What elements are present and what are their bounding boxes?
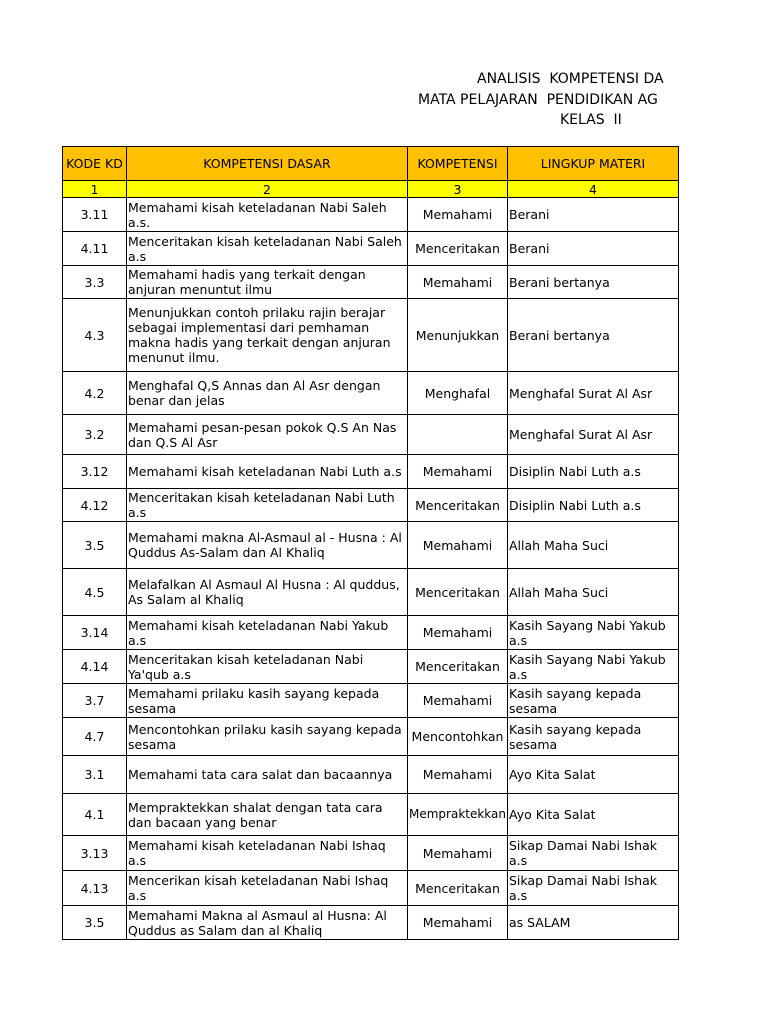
table-row <box>63 794 679 836</box>
column-number-row <box>63 181 679 198</box>
kode-kd-cell: 4.3 <box>63 299 127 372</box>
kompetensi-dasar-cell: Melafalkan Al Asmaul Al Husna : Al quddus, As Salam al Khaliq <box>127 569 408 616</box>
lingkup-materi-cell: Menghafal Surat Al Asr <box>508 372 679 415</box>
header-lingkup-materi: LINGKUP MATERI <box>508 147 679 181</box>
kompetensi-cell: Menunjukkan <box>408 299 508 372</box>
kompetensi-cell: Menceritakan <box>408 232 508 266</box>
table-row <box>63 415 679 455</box>
lingkup-materi-cell: as SALAM <box>508 906 679 940</box>
lingkup-materi-cell: Ayo Kita Salat <box>508 794 679 836</box>
kode-kd-cell: 3.1 <box>63 756 127 794</box>
kompetensi-dasar-cell: Mempraktekkan shalat dengan tata cara dan bacaan yang benar <box>127 794 408 836</box>
table-row <box>63 836 679 871</box>
kompetensi-dasar-cell: Menghafal Q,S Annas dan Al Asr dengan benar dan jelas <box>127 372 408 415</box>
column-number: 2 <box>127 181 408 198</box>
doc-title-line-2: MATA PELAJARAN PENDIDIKAN AG <box>418 92 658 108</box>
kompetensi-cell: Mencontohkan <box>408 718 508 756</box>
lingkup-materi-cell: Kasih Sayang Nabi Yakub a.s <box>508 616 679 650</box>
kode-kd-cell: 3.5 <box>63 906 127 940</box>
kompetensi-cell: Memahami <box>408 616 508 650</box>
kompetensi-dasar-cell: Memahami kisah keteladanan Nabi Luth a.s <box>127 455 408 489</box>
kode-kd-cell: 3.2 <box>63 415 127 455</box>
kompetensi-cell: Memahami <box>408 198 508 232</box>
kode-kd-cell: 4.13 <box>63 871 127 906</box>
kompetensi-dasar-cell: Memahami tata cara salat dan bacaannya <box>127 756 408 794</box>
table-row <box>63 455 679 489</box>
table-row <box>63 232 679 266</box>
lingkup-materi-cell: Sikap Damai Nabi Ishak a.s <box>508 836 679 871</box>
kompetensi-dasar-cell: Menceritakan kisah keteladanan Nabi Luth a.s <box>127 489 408 522</box>
lingkup-materi-cell: Kasih sayang kepada sesama <box>508 718 679 756</box>
lingkup-materi-cell: Berani bertanya <box>508 299 679 372</box>
kompetensi-cell: Menghafal <box>408 372 508 415</box>
kode-kd-cell: 3.13 <box>63 836 127 871</box>
table-row <box>63 266 679 299</box>
lingkup-materi-cell: Kasih Sayang Nabi Yakub a.s <box>508 650 679 684</box>
kompetensi-dasar-cell: Memahami makna Al-Asmaul al - Husna : Al Quddus As-Salam dan Al Khaliq <box>127 522 408 569</box>
kompetensi-dasar-cell: Mencontohkan prilaku kasih sayang kepada sesama <box>127 718 408 756</box>
kode-kd-cell: 4.14 <box>63 650 127 684</box>
kode-kd-cell: 3.5 <box>63 522 127 569</box>
lingkup-materi-cell: Berani <box>508 198 679 232</box>
kompetensi-cell: Menceritakan <box>408 569 508 616</box>
kompetensi-cell: Memahami <box>408 684 508 718</box>
kode-kd-cell: 4.7 <box>63 718 127 756</box>
table-row <box>63 299 679 372</box>
column-number: 4 <box>508 181 679 198</box>
kompetensi-cell: Memahami <box>408 522 508 569</box>
header-kode-kd: KODE KD <box>63 147 127 181</box>
kode-kd-cell: 4.11 <box>63 232 127 266</box>
lingkup-materi-cell: Disiplin Nabi Luth a.s <box>508 489 679 522</box>
kompetensi-dasar-cell: Memahami kisah keteladanan Nabi Saleh a.s. <box>127 198 408 232</box>
kompetensi-dasar-cell: Memahami Makna al Asmaul al Husna: Al Quddus as Salam dan al Khaliq <box>127 906 408 940</box>
table-header-row <box>63 147 679 181</box>
header-kompetensi-dasar: KOMPETENSI DASAR <box>127 147 408 181</box>
table-row <box>63 522 679 569</box>
table-row <box>63 372 679 415</box>
table-row <box>63 718 679 756</box>
kompetensi-cell: Menceritakan <box>408 489 508 522</box>
kompetensi-dasar-cell: Memahami prilaku kasih sayang kepada sesama <box>127 684 408 718</box>
table-row <box>63 650 679 684</box>
table-row <box>63 198 679 232</box>
kompetensi-cell: Memahami <box>408 836 508 871</box>
lingkup-materi-cell: Allah Maha Suci <box>508 522 679 569</box>
kompetensi-cell: Memahami <box>408 266 508 299</box>
table-row <box>63 871 679 906</box>
kode-kd-cell: 3.12 <box>63 455 127 489</box>
kode-kd-cell: 4.12 <box>63 489 127 522</box>
kompetensi-dasar-cell: Memahami kisah keteladanan Nabi Ishaq a.s <box>127 836 408 871</box>
table-row <box>63 684 679 718</box>
column-number: 3 <box>408 181 508 198</box>
table-row <box>63 756 679 794</box>
kompetensi-dasar-cell: Memahami kisah keteladanan Nabi Yakub a.s <box>127 616 408 650</box>
kompetensi-cell: Menceritakan <box>408 650 508 684</box>
doc-title-line-3: KELAS II <box>560 112 622 128</box>
lingkup-materi-cell: Menghafal Surat Al Asr <box>508 415 679 455</box>
table-row <box>63 616 679 650</box>
kode-kd-cell: 4.5 <box>63 569 127 616</box>
table-row <box>63 906 679 940</box>
lingkup-materi-cell: Disiplin Nabi Luth a.s <box>508 455 679 489</box>
lingkup-materi-cell: Berani <box>508 232 679 266</box>
kompetensi-dasar-cell: Mencerikan kisah keteladanan Nabi Ishaq a.s <box>127 871 408 906</box>
kode-kd-cell: 4.2 <box>63 372 127 415</box>
kompetensi-dasar-cell: Menunjukkan contoh prilaku rajin berajar sebagai implementasi dari pemhaman makna hadis yang terkait dengan anjuran menunut ilmu. <box>127 299 408 372</box>
lingkup-materi-cell: Ayo Kita Salat <box>508 756 679 794</box>
lingkup-materi-cell: Allah Maha Suci <box>508 569 679 616</box>
kompetensi-cell: Memahami <box>408 455 508 489</box>
kode-kd-cell: 3.11 <box>63 198 127 232</box>
kompetensi-dasar-cell: Menceritakan kisah keteladanan Nabi Ya'qub a.s <box>127 650 408 684</box>
header-kompetensi: KOMPETENSI <box>408 147 508 181</box>
doc-title-line-1: ANALISIS KOMPETENSI DA <box>477 71 664 87</box>
kode-kd-cell: 3.14 <box>63 616 127 650</box>
column-number: 1 <box>63 181 127 198</box>
lingkup-materi-cell: Kasih sayang kepada sesama <box>508 684 679 718</box>
kompetensi-cell <box>408 415 508 455</box>
kompetensi-cell: Menceritakan <box>408 871 508 906</box>
lingkup-materi-cell: Berani bertanya <box>508 266 679 299</box>
kompetensi-dasar-cell: Menceritakan kisah keteladanan Nabi Saleh a.s <box>127 232 408 266</box>
kompetensi-dasar-cell: Memahami hadis yang terkait dengan anjuran menuntut ilmu <box>127 266 408 299</box>
competency-table <box>62 146 679 940</box>
kompetensi-cell: Memahami <box>408 756 508 794</box>
kompetensi-dasar-cell: Memahami pesan-pesan pokok Q.S An Nas dan Q.S Al Asr <box>127 415 408 455</box>
kode-kd-cell: 3.3 <box>63 266 127 299</box>
table-row <box>63 489 679 522</box>
kompetensi-cell: Memahami <box>408 906 508 940</box>
lingkup-materi-cell: Sikap Damai Nabi Ishak a.s <box>508 871 679 906</box>
table-row <box>63 569 679 616</box>
kompetensi-cell: Mempraktekkan <box>408 794 508 836</box>
kode-kd-cell: 4.1 <box>63 794 127 836</box>
kode-kd-cell: 3.7 <box>63 684 127 718</box>
